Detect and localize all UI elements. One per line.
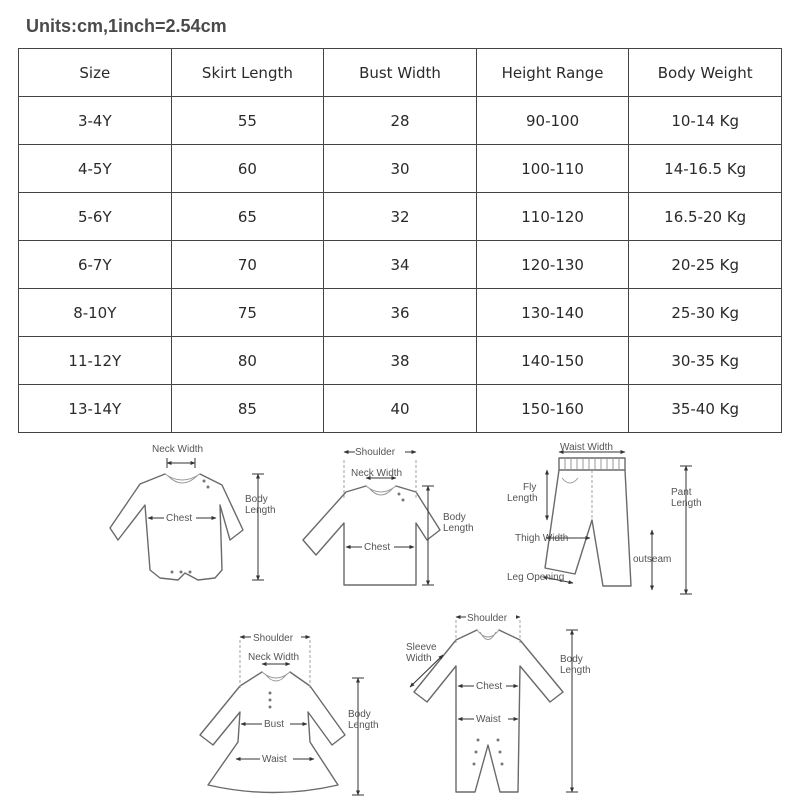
- romper-body-length-label-1: Body: [560, 654, 583, 665]
- header-skirt-length: Skirt Length: [171, 49, 324, 97]
- bodysuit-body-length-label-1: Body: [245, 494, 268, 505]
- dress-neck-width-label: Neck Width: [248, 652, 300, 663]
- cell-height-range: 130-140: [476, 289, 629, 337]
- cell-size: 3-4Y: [19, 97, 172, 145]
- cell-height-range: 150-160: [476, 385, 629, 433]
- cell-height-range: 110-120: [476, 193, 629, 241]
- header-height-range: Height Range: [476, 49, 629, 97]
- cell-body-weight: 35-40 Kg: [629, 385, 782, 433]
- cell-bust-width: 40: [324, 385, 477, 433]
- cell-size: 4-5Y: [19, 145, 172, 193]
- cell-body-weight: 10-14 Kg: [629, 97, 782, 145]
- pants-thigh-width-label: Thigh Width: [515, 533, 569, 544]
- pants-pant-length-label-2: Length: [671, 498, 702, 509]
- dress-bust-label: Bust: [264, 719, 285, 730]
- romper-sleeve-width-label-2: Width: [406, 653, 432, 664]
- bodysuit-chest-label: Chest: [166, 513, 193, 524]
- pants-pant-length-label-1: Pant: [671, 487, 692, 498]
- romper-sleeve-width-label-1: Sleeve: [406, 642, 437, 653]
- cell-bust-width: 30: [324, 145, 477, 193]
- cell-skirt-length: 60: [171, 145, 324, 193]
- cell-skirt-length: 80: [171, 337, 324, 385]
- cell-body-weight: 25-30 Kg: [629, 289, 782, 337]
- cell-height-range: 140-150: [476, 337, 629, 385]
- cell-height-range: 120-130: [476, 241, 629, 289]
- cell-bust-width: 32: [324, 193, 477, 241]
- pants-fly-length-label-2: Length: [507, 493, 538, 504]
- cell-size: 6-7Y: [19, 241, 172, 289]
- tshirt-shoulder-label: Shoulder: [355, 447, 396, 458]
- tshirt-chest-label: Chest: [364, 542, 391, 553]
- bodysuit-diagram: [110, 444, 276, 580]
- pants-outseam-label: outseam: [633, 554, 672, 565]
- cell-height-range: 100-110: [476, 145, 629, 193]
- romper-body-length-label-2: Length: [560, 665, 591, 676]
- dress-body-length-label-2: Length: [348, 720, 379, 731]
- cell-bust-width: 28: [324, 97, 477, 145]
- dress-waist-label: Waist: [262, 754, 287, 765]
- cell-size: 8-10Y: [19, 289, 172, 337]
- pants-waist-width-label: Waist Width: [560, 442, 613, 453]
- tshirt-body-length-label-2: Length: [443, 523, 474, 534]
- cell-body-weight: 16.5-20 Kg: [629, 193, 782, 241]
- cell-skirt-length: 85: [171, 385, 324, 433]
- cell-body-weight: 14-16.5 Kg: [629, 145, 782, 193]
- bodysuit-neck-width-label: Neck Width: [152, 444, 204, 455]
- tshirt-neck-width-label: Neck Width: [351, 468, 403, 479]
- cell-size: 5-6Y: [19, 193, 172, 241]
- pants-leg-opening-label: Leg Opening: [507, 572, 565, 583]
- cell-bust-width: 38: [324, 337, 477, 385]
- cell-skirt-length: 75: [171, 289, 324, 337]
- header-bust-width: Bust Width: [324, 49, 477, 97]
- pants-diagram: [507, 442, 702, 594]
- cell-body-weight: 20-25 Kg: [629, 241, 782, 289]
- romper-diagram: [406, 610, 591, 792]
- cell-bust-width: 36: [324, 289, 477, 337]
- cell-size: 13-14Y: [19, 385, 172, 433]
- bodysuit-body-length-label-2: Length: [245, 505, 276, 516]
- dress-diagram: [200, 630, 379, 795]
- dress-body-length-label-1: Body: [348, 709, 371, 720]
- cell-skirt-length: 70: [171, 241, 324, 289]
- units-note: Units:cm,1inch=2.54cm: [26, 16, 227, 36]
- cell-size: 11-12Y: [19, 337, 172, 385]
- dress-shoulder-label: Shoulder: [253, 633, 294, 644]
- pants-fly-length-label-1: Fly: [523, 482, 537, 493]
- tshirt-body-length-label-1: Body: [443, 512, 466, 523]
- header-body-weight: Body Weight: [629, 49, 782, 97]
- tshirt-diagram: [303, 445, 474, 585]
- cell-skirt-length: 55: [171, 97, 324, 145]
- romper-shoulder-label: Shoulder: [467, 613, 508, 624]
- cell-bust-width: 34: [324, 241, 477, 289]
- cell-skirt-length: 65: [171, 193, 324, 241]
- cell-body-weight: 30-35 Kg: [629, 337, 782, 385]
- romper-chest-label: Chest: [476, 681, 503, 692]
- header-size: Size: [19, 49, 172, 97]
- cell-height-range: 90-100: [476, 97, 629, 145]
- romper-waist-label: Waist: [476, 714, 501, 725]
